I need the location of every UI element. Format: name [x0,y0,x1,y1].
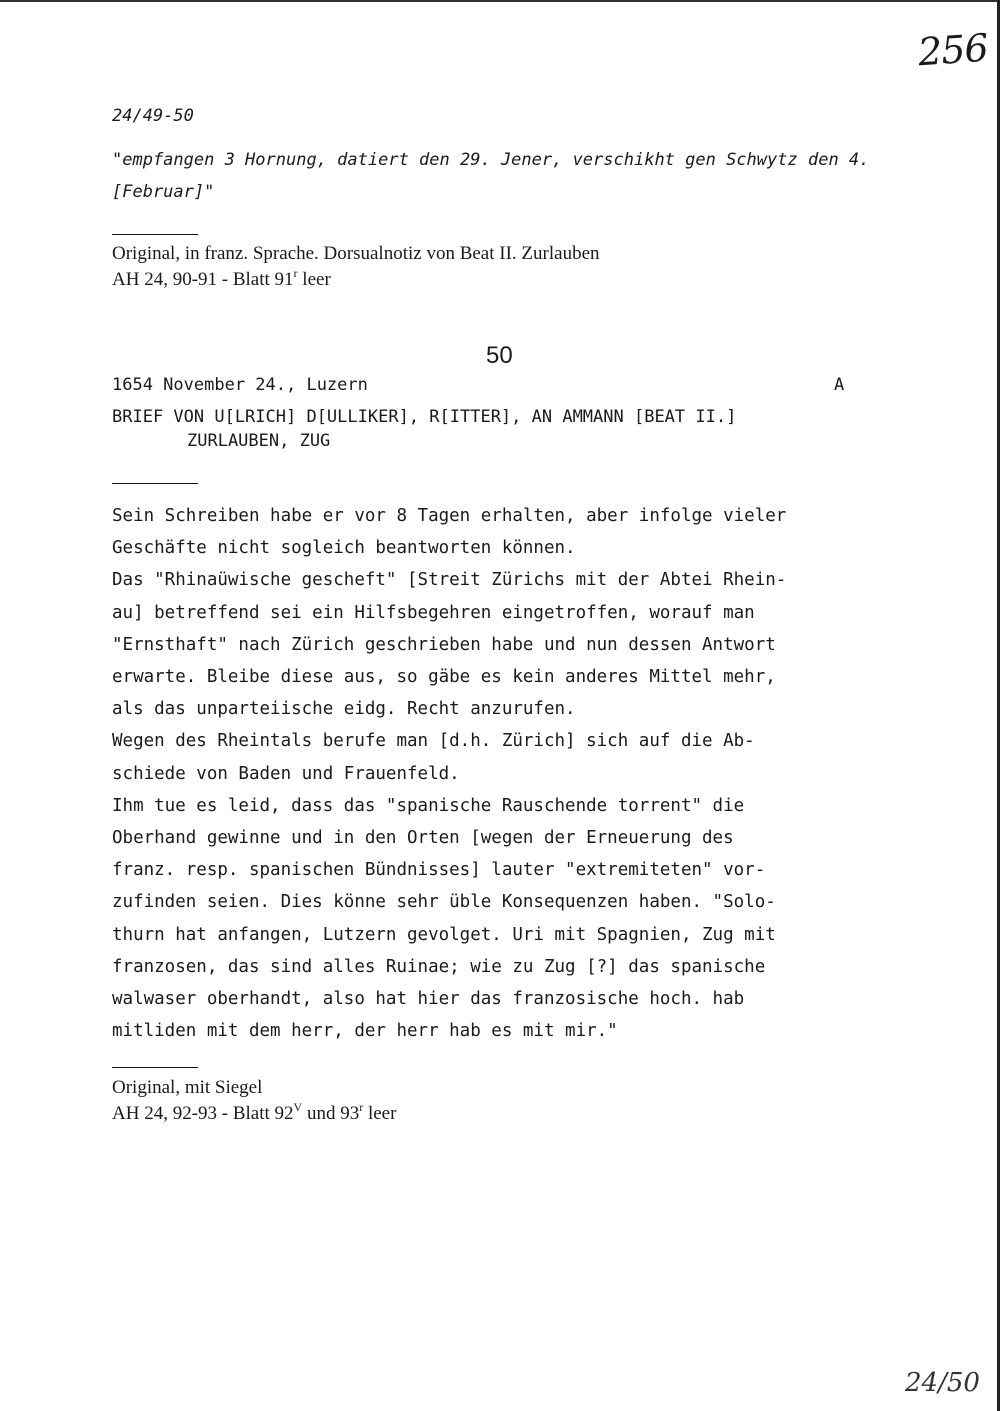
separator-rule [112,1067,198,1068]
entry-title-line-2: ZURLAUBEN, ZUG [187,431,331,451]
entry-body: Sein Schreiben habe er vor 8 Tagen erhalten, aber infolge vieler Geschäfte nicht sogleich beantworten können. Das "Rhinaüwische gescheft" [Streit Zürichs mit der Abtei Rhein- au] betreffend sei ein Hilfsbegehren eingetroffen, worauf man "Ernsthaft" nach Zürich geschrieben habe und nun dessen Antwort erwarte. Bleibe diese aus, so gäbe es kein anderes Mittel mehr, als das unparteiische eidg. Recht anzurufen. Wegen des Rheintals berufe man [d.h. Zürich] sich auf die Ab- schiede von Baden und Frauenfeld. Ihm tue es leid, dass das "spanische Rauschende torrent" die Oberhand gewinne und in den Orten [wegen der Erneuerung des franz. resp. spanischen Bündnisses] lauter "extremiteten" vor- zufinden seien. Dies könne sehr üble Konsequenzen haben. "Solo- thurn hat anfangen, Lutzern gevolget. Uri mit Spagnien, Zug mit franzosen, das sind alles Ruinae; wie zu Zug [?] das spanische walwaser oberhandt, also hat hier das franzosische hoch. hab mitliden mit dem herr, der herr hab es mit mir." [112,506,787,1042]
entry-title-line-1: BRIEF VON U[LRICH] D[ULLIKER], R[ITTER], AN AMMANN [BEAT II.] [112,407,737,427]
entry-note-line-1: Original, mit Siegel [112,1077,263,1098]
previous-entry-ref: 24/49-50 [112,106,194,126]
entry-date-place: 1654 November 24., Luzern [112,375,368,395]
entry-marker: A [834,375,845,395]
separator-rule [112,234,198,235]
handwritten-archive-mark: 24/50 [905,1368,980,1398]
handwritten-page-number: 256 [916,25,989,75]
previous-entry-note-line-2: AH 24, 90-91 - Blatt 91$^r$ leer [112,266,331,290]
scan-edge-top [0,0,1000,2]
previous-entry-quote-line-2: [Februar]" [112,182,215,202]
entry-number: 50 [486,342,513,369]
entry-note-line-2: AH 24, 92-93 - Blatt $92^V$ und 93$^r$ leer [112,1100,397,1124]
separator-rule [112,483,198,484]
previous-entry-quote-line-1: "empfangen 3 Hornung, datiert den 29. Jener, verschikht gen Schwytz den 4. [112,150,870,170]
previous-entry-note-line-1: Original, in franz. Sprache. Dorsualnotiz von Beat II. Zurlauben [112,243,600,264]
